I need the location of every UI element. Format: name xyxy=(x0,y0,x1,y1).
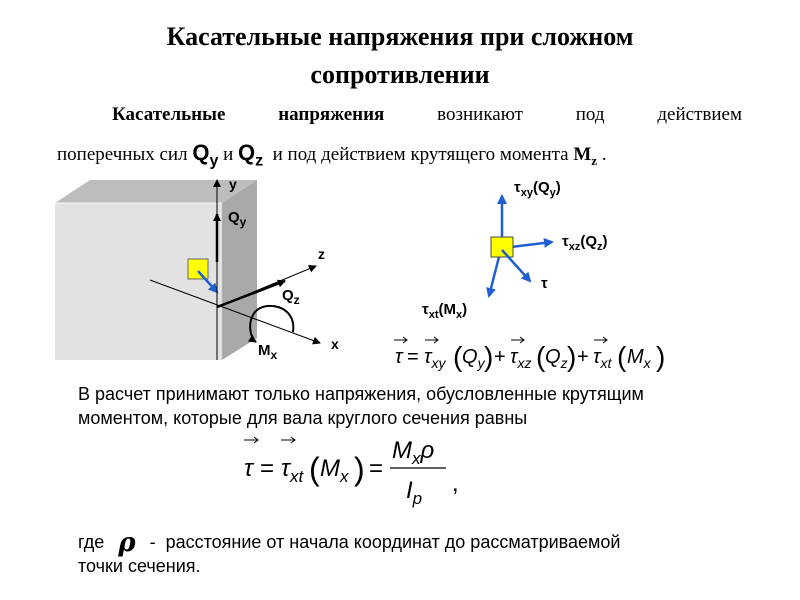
f1-term2: $\tau_{xz}$ xyxy=(510,346,532,371)
qy-label: $Q_y$ xyxy=(228,209,247,229)
f2-arg: $M_x$ xyxy=(320,455,349,486)
axis-z-label: z xyxy=(318,246,325,262)
svg-text:): ) xyxy=(656,341,666,372)
svg-text:(: ( xyxy=(617,341,627,372)
svg-text:(: ( xyxy=(536,341,546,372)
axis-y-label: y xyxy=(229,176,237,192)
qy-symbol: $Q_y$ xyxy=(192,140,219,170)
paragraph-1-line-1: В расчет принимают только напряжения, обусловленные крутящим xyxy=(78,384,644,404)
f1-term3: $\tau_{xt}$ xyxy=(593,346,612,371)
intro-and: и xyxy=(223,144,234,165)
where-word: где xyxy=(78,532,105,552)
intro-text-b: и под действием крутящего момента xyxy=(272,144,569,165)
title-line-2: сопротивлении xyxy=(310,60,490,89)
intro-word-2: напряжения xyxy=(278,104,385,125)
title-line-1: Касательные напряжения при сложном xyxy=(166,22,634,51)
where-rest: расстояние от начала координат до рассматриваемой xyxy=(165,532,621,552)
f1-plus2: + xyxy=(577,346,589,368)
f2-denominator: $I_p$ xyxy=(406,477,423,508)
paragraph-2-line-1 xyxy=(78,528,748,558)
intro-word-1: Касательные xyxy=(112,104,226,125)
f2-t: $\tau_{xt}$ xyxy=(281,455,304,486)
qz-symbol: $Q_z$ xyxy=(238,140,264,170)
txy-label: $\tau_{xy}(Q_y)$ xyxy=(514,179,561,199)
intro-word-5: действием xyxy=(657,104,742,125)
f2-comma: , xyxy=(452,470,459,497)
intro-text-a: поперечных сил xyxy=(57,144,188,165)
f2-eq1: = xyxy=(260,455,275,482)
dash: - xyxy=(149,532,156,552)
f2-lhs: τ xyxy=(244,455,253,482)
paragraph-2 xyxy=(78,528,748,578)
intro-word-4: под xyxy=(575,104,605,125)
mz-symbol: $M_z$ xyxy=(573,144,598,168)
svg-text:): ) xyxy=(354,451,365,487)
intro-word-3: возникают xyxy=(437,104,523,125)
txz-label: $\tau_{xz}(Q_z)$ xyxy=(562,233,608,253)
paragraph-2-line-2: точки сечения. xyxy=(78,556,201,576)
svg-text:(: ( xyxy=(309,451,320,487)
svg-text:): ) xyxy=(484,341,494,372)
rho-symbol: ρ xyxy=(118,528,136,558)
f1-lhs: τ xyxy=(395,346,403,368)
f1-term1: $\tau_{xy}$ xyxy=(424,346,446,371)
qz-label: $Q_z$ xyxy=(282,287,300,307)
f1-eq: = xyxy=(407,346,419,368)
f1-plus1: + xyxy=(494,346,506,368)
axis-x-label: x xyxy=(331,336,339,352)
f2-numerator: $M_x\rho$ xyxy=(392,437,435,468)
paragraph-1-line-2: моментом, которые для вала круглого сечения равны xyxy=(78,408,528,428)
intro-end: . xyxy=(601,144,607,165)
f1-arg1: $Q_y$ xyxy=(462,346,485,371)
mx-label: $M_x$ xyxy=(258,342,278,362)
f2-eq2: = xyxy=(369,455,384,482)
f1-arg3: $M_x$ xyxy=(627,346,651,371)
txt-label: $\tau_{xt}(M_x)$ xyxy=(422,301,468,321)
svg-text:): ) xyxy=(567,341,577,372)
svg-text:(: ( xyxy=(453,341,463,372)
f1-arg2: $Q_z$ xyxy=(545,346,568,371)
tau-label: τ xyxy=(541,275,548,292)
